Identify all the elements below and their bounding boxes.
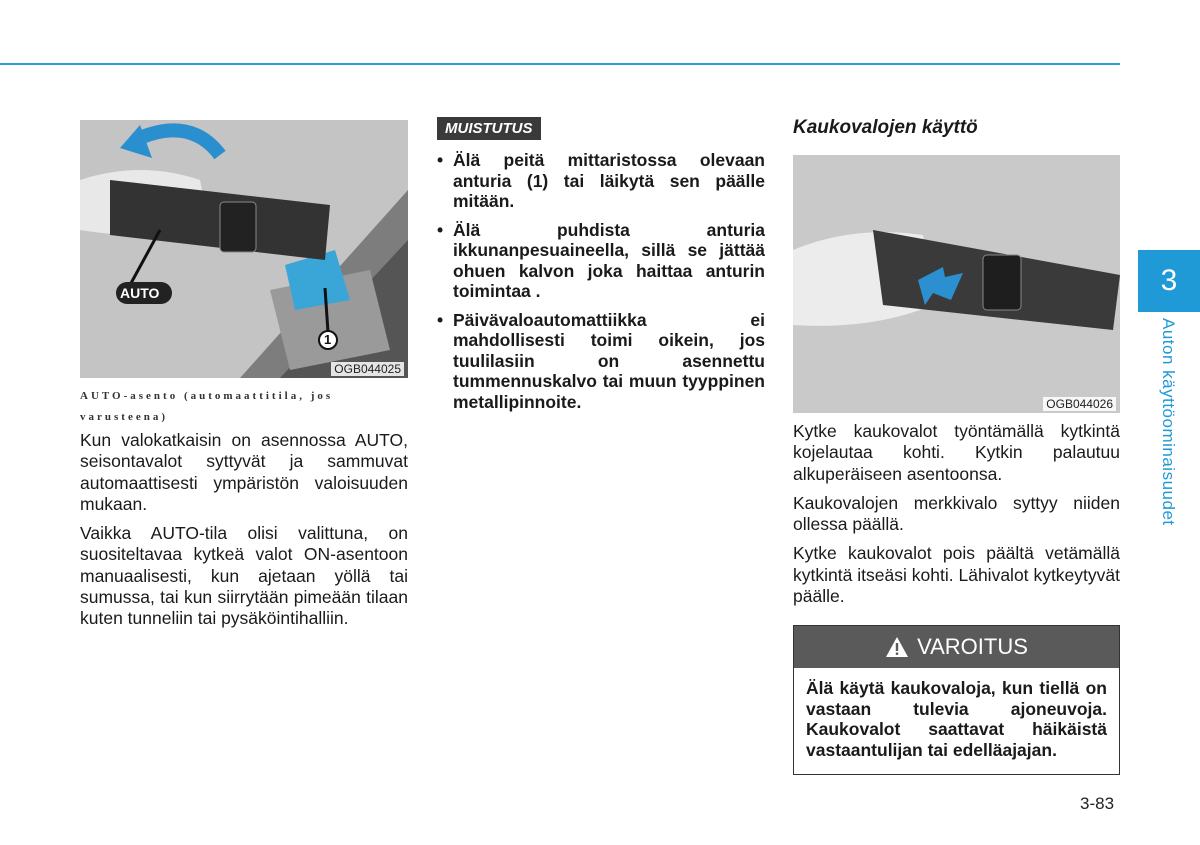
note-item: • Älä puhdista anturia ikkunanpesuaineella, sillä se jättää ohuen kalvon joka haittaa anturin toimintaa . — [437, 219, 765, 301]
note-list — [435, 150, 765, 412]
auto-callout-label: AUTO — [120, 285, 160, 301]
section-heading: Kaukovalojen käyttö — [793, 117, 978, 138]
figure-code: OGB044025 — [331, 362, 404, 376]
warning-text: Älä käytä kaukovaloja, kun tiellä on vastaan tulevia ajoneuvoja. Kaukovalot saattavat häikäistä vastaantulijan tai edelläajajan. — [806, 678, 1107, 760]
high-beam-illustration — [793, 155, 1120, 413]
page-number: 3-83 — [1080, 794, 1115, 813]
note-item: • Älä peitä mittaristossa olevaan anturia (1) tai läikytä sen päälle mitään. — [437, 150, 765, 211]
figure-caption: AUTO-asento (automaattitila, jos varusteena) — [80, 390, 334, 423]
body-paragraph: Kun valokatkaisin on asennossa AUTO, seisontavalot syttyvät ja sammuvat automaattisesti ympäristön valoisuuden mukaan. — [80, 430, 408, 514]
body-paragraph: Kytke kaukovalot pois päältä vetämällä kytkintä itseäsi kohti. Lähivalot kytkeytyvät päälle. — [793, 543, 1120, 607]
body-paragraph: Vaikka AUTO-tila olisi valittuna, on suositeltavaa kytkeä valot ON-asentoon manuaalisesti, kun ajetaan yöllä tai sumussa, tai kun siirrytään pimeään tilaan kuten tunneliin tai pysäköintihalliin. — [80, 523, 408, 629]
figure-code: OGB044026 — [1043, 397, 1116, 411]
warning-title: VAROITUS — [917, 634, 1028, 660]
note-label: MUISTUTUS — [437, 117, 541, 140]
left-column — [80, 120, 408, 638]
warning-triangle-icon — [885, 636, 909, 658]
note-item: • Päivävaloautomattiikka ei mahdollisesti toimi oikein, jos tuulilasiin on asennettu tummennuskalvo tai muun tyyppinen metallipinnoite. — [437, 309, 765, 412]
high-beam-figure — [793, 155, 1120, 413]
chapter-title: Auton käyttöominaisuudet — [1159, 318, 1178, 526]
warning-header — [794, 626, 1119, 668]
body-paragraph: Kytke kaukovalot työntämällä kytkintä kojelautaa kohti. Kytkin palautuu alkuperäiseen asentoonsa. — [793, 421, 1120, 484]
middle-column — [435, 117, 765, 420]
header-rule — [0, 63, 1120, 65]
chapter-number-tab: 3 — [1138, 250, 1200, 312]
right-column — [793, 117, 1120, 775]
auto-switch-illustration — [80, 120, 408, 378]
body-paragraph: Kaukovalojen merkkivalo syttyy niiden ollessa päällä. — [793, 492, 1120, 535]
auto-switch-figure — [80, 120, 408, 378]
sensor-callout-number: 1 — [324, 332, 332, 347]
warning-box — [793, 625, 1120, 775]
